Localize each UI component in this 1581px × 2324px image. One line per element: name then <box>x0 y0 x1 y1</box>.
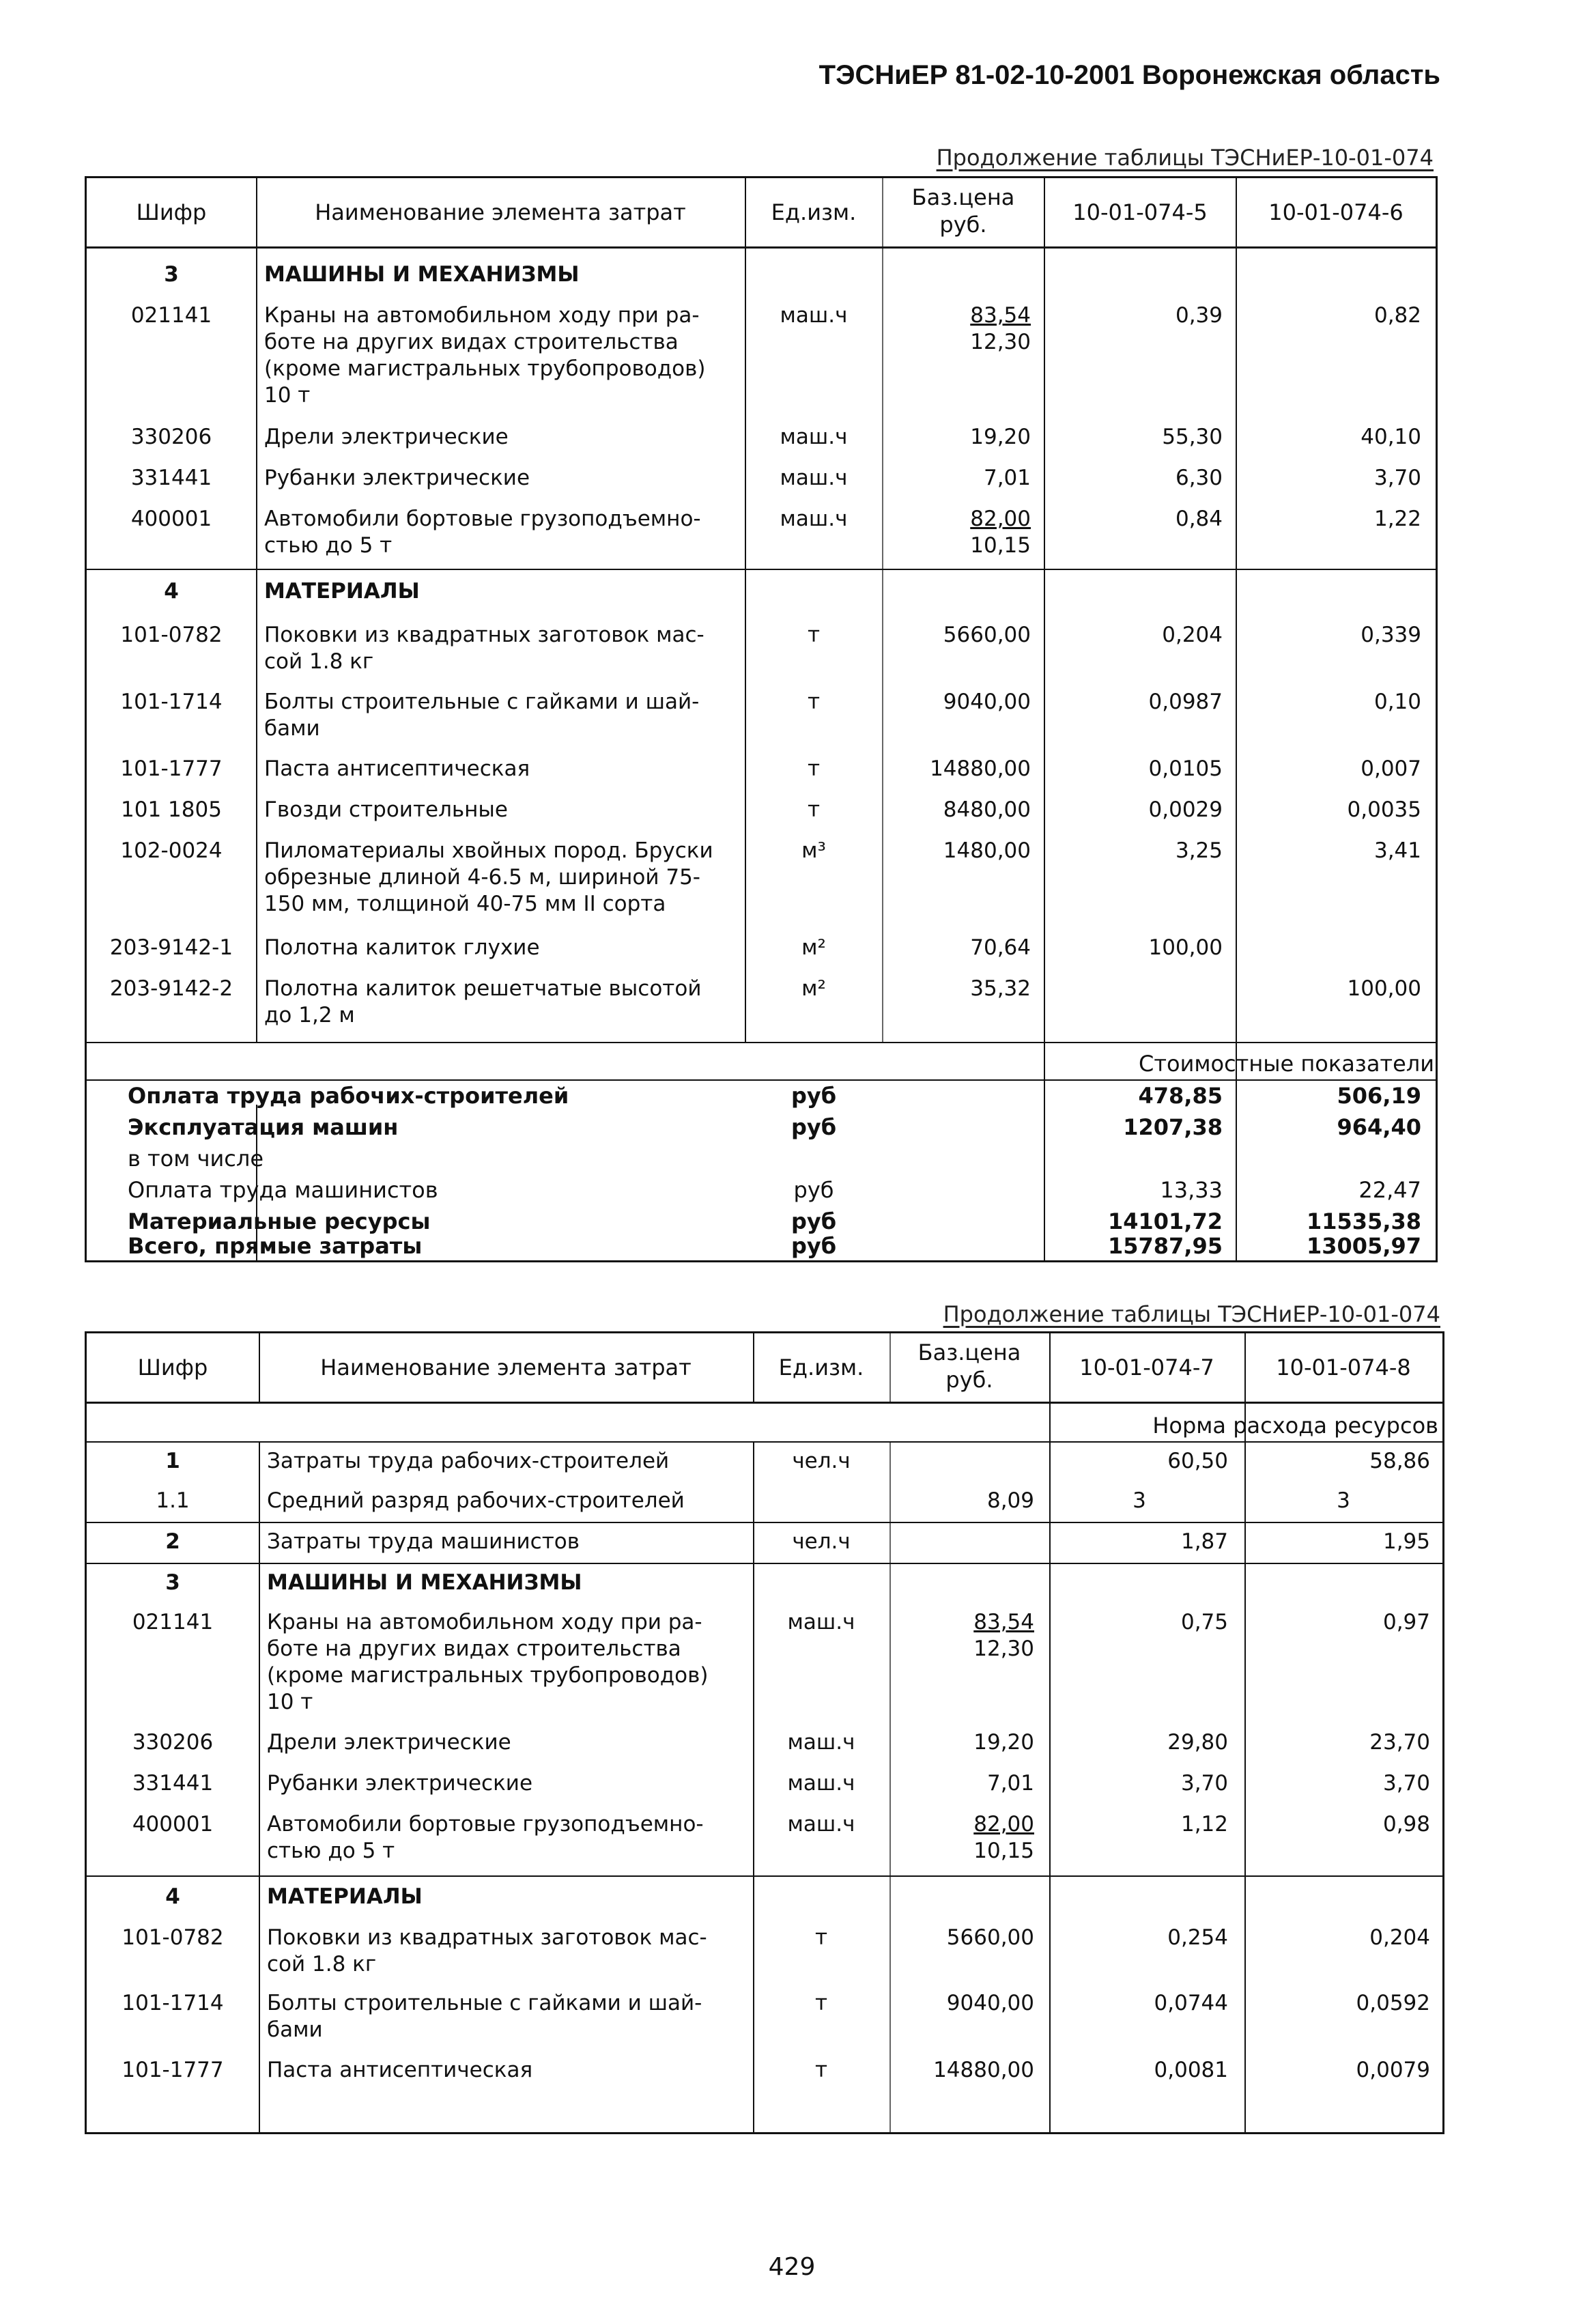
row-price-machinist: 12,30 <box>973 1636 1034 1661</box>
summary-value-b: 506,19 <box>1337 1083 1421 1109</box>
summary-value-b: 22,47 <box>1358 1177 1421 1203</box>
row-code: 330206 <box>130 425 212 449</box>
summary-label: Эксплуатация машин <box>128 1114 399 1140</box>
row-unit: маш.ч <box>780 466 848 490</box>
row-value-a: 6,30 <box>1175 466 1223 490</box>
row-value-a: 0,0081 <box>1154 2058 1228 2082</box>
col-header-name: Наименование элемента затрат <box>320 1355 692 1380</box>
row-name: Поковки из квадратных заготовок мас- <box>264 623 704 647</box>
row-code: 101-1714 <box>120 690 223 714</box>
row-unit: маш.ч <box>780 303 848 328</box>
row-price: 82,00 <box>973 1812 1034 1837</box>
row-code: 101-1777 <box>122 2058 224 2082</box>
row-price: 82,00 <box>970 507 1031 531</box>
row-value-b: 3,70 <box>1382 1771 1430 1796</box>
row-value-b: 1,95 <box>1382 1529 1430 1554</box>
row-value-b: 0,0592 <box>1356 1991 1430 2015</box>
summary-label: Всего, прямые затраты <box>128 1233 423 1259</box>
row-unit: маш.ч <box>787 1771 855 1796</box>
row-name: Полотна калиток решетчатые высотой <box>264 976 702 1001</box>
row-name: бами <box>267 2017 323 2042</box>
summary-value-b: 964,40 <box>1337 1114 1421 1140</box>
row-name: сой 1.8 кг <box>267 1952 377 1976</box>
row-unit: м³ <box>801 838 826 863</box>
row-value-b: 58,86 <box>1369 1449 1430 1473</box>
row-unit: маш.ч <box>787 1730 855 1755</box>
row-unit: т <box>814 2058 828 2082</box>
row-value-a: 60,50 <box>1167 1449 1228 1473</box>
row-name: Средний разряд рабочих-строителей <box>267 1488 685 1513</box>
row-name: 150 мм, толщиной 40-75 мм II сорта <box>264 892 666 916</box>
col-header-unit: Ед.изм. <box>771 199 857 225</box>
row-name: Поковки из квадратных заготовок мас- <box>267 1925 707 1950</box>
row-name: бами <box>264 716 320 741</box>
row-name: Болты строительные с гайками и шай- <box>264 690 700 714</box>
row-unit: т <box>807 623 821 647</box>
row-name: Гвозди строительные <box>264 797 508 822</box>
summary-value-a: 15787,95 <box>1107 1233 1223 1259</box>
row-price: 83,54 <box>973 1610 1034 1634</box>
row-name: Дрели электрические <box>267 1730 511 1755</box>
row-value-a: 100,00 <box>1148 935 1223 960</box>
cost-heading: Стоимостные показатели <box>1139 1051 1434 1077</box>
row-value-b: 0,0035 <box>1347 797 1421 822</box>
row-value-a: 0,0029 <box>1148 797 1223 822</box>
row-code: 101-0782 <box>122 1925 224 1950</box>
row-name: Болты строительные с гайками и шай- <box>267 1991 702 2015</box>
row-value-a: 0,0744 <box>1154 1991 1228 2015</box>
row-price: 8480,00 <box>943 797 1031 822</box>
row-name: Паста антисептическая <box>264 756 530 781</box>
row-code: 400001 <box>130 507 212 531</box>
section-number: 3 <box>165 1570 180 1595</box>
row-code: 2 <box>165 1529 180 1554</box>
row-value-b: 40,10 <box>1361 425 1421 449</box>
row-value-a: 3,25 <box>1175 838 1223 863</box>
row-value-b: 1,22 <box>1373 507 1421 531</box>
col-header-unit: Ед.изм. <box>778 1355 864 1380</box>
col-header-code: Шифр <box>136 199 207 225</box>
row-value-b: 3,41 <box>1373 838 1421 863</box>
row-value-a: 55,30 <box>1162 425 1223 449</box>
summary-unit: руб <box>790 1208 837 1234</box>
row-name: обрезные длиной 4-6.5 м, шириной 75- <box>264 865 700 890</box>
row-name: сой 1.8 кг <box>264 649 374 674</box>
row-unit: чел.ч <box>792 1449 851 1473</box>
norm-heading: Норма расхода ресурсов <box>1152 1413 1438 1439</box>
row-code: 101-1714 <box>122 1991 224 2015</box>
summary-unit: руб <box>790 1114 837 1140</box>
row-value-b: 0,98 <box>1382 1812 1430 1837</box>
row-value-b: 0,97 <box>1382 1610 1430 1634</box>
row-name: (кроме магистральных трубопроводов) <box>267 1663 709 1688</box>
row-code: 101 1805 <box>121 797 222 822</box>
row-price: 14880,00 <box>933 2058 1034 2082</box>
row-divider <box>87 1563 1442 1564</box>
row-value-b: 0,339 <box>1361 623 1421 647</box>
row-name: Паста антисептическая <box>267 2058 533 2082</box>
row-price: 70,64 <box>970 935 1031 960</box>
section-title: МАШИНЫ И МЕХАНИЗМЫ <box>264 262 580 287</box>
row-code: 101-0782 <box>120 623 223 647</box>
row-code: 331441 <box>132 1771 214 1796</box>
summary-label: Материальные ресурсы <box>128 1208 431 1234</box>
row-code: 331441 <box>130 466 212 490</box>
section-number: 4 <box>164 579 179 604</box>
row-unit: маш.ч <box>780 507 848 531</box>
row-value-a: 1,12 <box>1180 1812 1228 1837</box>
row-code: 203-9142-2 <box>109 976 233 1001</box>
row-price: 83,54 <box>970 303 1031 328</box>
row-price: 9040,00 <box>946 1991 1034 2015</box>
row-value-b: 3 <box>1337 1488 1350 1513</box>
col-header-code: Шифр <box>137 1355 208 1380</box>
row-name: Полотна калиток глухие <box>264 935 540 960</box>
summary-value-a: 13,33 <box>1160 1177 1223 1203</box>
row-value-a: 0,75 <box>1180 1610 1228 1634</box>
section-title: МАТЕРИАЛЫ <box>267 1884 423 1909</box>
row-value-b: 0,0079 <box>1356 2058 1430 2082</box>
row-value-b: 0,10 <box>1373 690 1421 714</box>
row-price: 9040,00 <box>943 690 1031 714</box>
row-name: до 1,2 м <box>264 1003 355 1028</box>
page-number: 429 <box>768 2253 816 2281</box>
row-value-b: 0,204 <box>1369 1925 1430 1950</box>
row-code: 021141 <box>132 1610 214 1634</box>
col-header-price-unit: руб. <box>939 212 987 238</box>
row-name: Краны на автомобильном ходу при ра- <box>267 1610 702 1634</box>
col-header-b: 10-01-074-6 <box>1268 199 1404 225</box>
summary-label: в том числе <box>128 1146 264 1172</box>
row-price: 8,09 <box>986 1488 1034 1513</box>
row-value-b: 23,70 <box>1369 1730 1430 1755</box>
row-name: боте на других видах строительства <box>267 1636 681 1661</box>
section-number: 4 <box>165 1884 180 1909</box>
row-name: Затраты труда машинистов <box>267 1529 580 1554</box>
table1 <box>85 176 1438 1262</box>
row-code: 102-0024 <box>120 838 223 863</box>
page-header-title: ТЭСНиЕР 81-02-10-2001 Воронежская область <box>818 60 1440 90</box>
row-unit: т <box>807 690 821 714</box>
row-price: 1480,00 <box>943 838 1031 863</box>
row-price-machinist: 10,15 <box>973 1839 1034 1863</box>
row-unit: маш.ч <box>787 1812 855 1837</box>
row-unit: маш.ч <box>787 1610 855 1634</box>
table1-caption: Продолжение таблицы ТЭСНиЕР-10-01-074 <box>936 145 1434 171</box>
row-value-a: 0,0105 <box>1148 756 1223 781</box>
row-divider <box>87 1522 1442 1523</box>
col-header-a: 10-01-074-7 <box>1079 1355 1214 1380</box>
row-value-a: 3 <box>1133 1488 1146 1513</box>
summary-label: Оплата труда рабочих-строителей <box>128 1083 569 1109</box>
summary-value-a: 478,85 <box>1138 1083 1223 1109</box>
section-title: МАТЕРИАЛЫ <box>264 579 420 604</box>
row-code: 021141 <box>130 303 212 328</box>
row-name: стью до 5 т <box>264 533 393 558</box>
row-price: 19,20 <box>973 1730 1034 1755</box>
norm-divider <box>87 1441 1442 1443</box>
row-name: Автомобили бортовые грузоподъемно- <box>264 507 701 531</box>
row-name: 10 т <box>267 1690 313 1714</box>
section-divider <box>87 1875 1442 1877</box>
summary-label: Оплата труда машинистов <box>128 1177 438 1203</box>
row-unit: м² <box>801 976 826 1001</box>
row-name: стью до 5 т <box>267 1839 395 1863</box>
row-name: Затраты труда рабочих-строителей <box>267 1449 670 1473</box>
col-header-price: Баз.цена <box>917 1340 1021 1365</box>
row-value-b: 100,00 <box>1347 976 1421 1001</box>
row-unit: м² <box>801 935 826 960</box>
row-price: 19,20 <box>970 425 1031 449</box>
row-name: Краны на автомобильном ходу при ра- <box>264 303 700 328</box>
section-divider <box>87 569 1436 570</box>
row-name: Дрели электрические <box>264 425 509 449</box>
row-price: 5660,00 <box>946 1925 1034 1950</box>
row-price-machinist: 12,30 <box>970 330 1031 354</box>
row-value-a: 1,87 <box>1180 1529 1228 1554</box>
summary-unit: руб <box>790 1083 837 1109</box>
row-value-a: 3,70 <box>1180 1771 1228 1796</box>
table2-caption: Продолжение таблицы ТЭСНиЕР-10-01-074 <box>943 1301 1440 1327</box>
col-header-b: 10-01-074-8 <box>1276 1355 1411 1380</box>
row-unit: маш.ч <box>780 425 848 449</box>
section-title: МАШИНЫ И МЕХАНИЗМЫ <box>267 1570 582 1595</box>
row-name: Пиломатериалы хвойных пород. Бруски <box>264 838 713 863</box>
row-name: Автомобили бортовые грузоподъемно- <box>267 1812 704 1837</box>
col-header-name: Наименование элемента затрат <box>315 199 686 225</box>
row-name: (кроме магистральных трубопроводов) <box>264 356 706 381</box>
row-unit: т <box>814 1925 828 1950</box>
row-unit: т <box>814 1991 828 2015</box>
table2 <box>85 1331 1444 2134</box>
section-number: 3 <box>164 262 179 287</box>
row-name: Рубанки электрические <box>264 466 530 490</box>
row-value-a: 0,254 <box>1167 1925 1228 1950</box>
summary-unit: руб <box>793 1177 834 1203</box>
row-code: 400001 <box>132 1812 214 1837</box>
summary-unit: руб <box>790 1233 837 1259</box>
row-price: 5660,00 <box>943 623 1031 647</box>
row-value-a: 0,84 <box>1175 507 1223 531</box>
row-price: 35,32 <box>970 976 1031 1001</box>
row-unit: т <box>807 797 821 822</box>
row-value-a: 0,39 <box>1175 303 1223 328</box>
summary-value-b: 13005,97 <box>1306 1233 1421 1259</box>
col-header-price-unit: руб. <box>945 1367 993 1393</box>
row-name: Рубанки электрические <box>267 1771 533 1796</box>
row-unit: т <box>807 756 821 781</box>
row-code: 101-1777 <box>120 756 223 781</box>
row-code: 1 <box>165 1449 180 1473</box>
row-value-a: 0,204 <box>1162 623 1223 647</box>
summary-value-a: 14101,72 <box>1107 1208 1223 1234</box>
row-value-b: 3,70 <box>1373 466 1421 490</box>
col-header-price: Баз.цена <box>911 184 1015 210</box>
row-price: 7,01 <box>986 1771 1034 1796</box>
row-value-b: 0,007 <box>1361 756 1421 781</box>
summary-value-b: 11535,38 <box>1306 1208 1421 1234</box>
row-price-machinist: 10,15 <box>970 533 1031 558</box>
row-unit: чел.ч <box>792 1529 851 1554</box>
row-price: 7,01 <box>983 466 1031 490</box>
row-code: 1.1 <box>156 1488 190 1513</box>
row-value-a: 29,80 <box>1167 1730 1228 1755</box>
summary-value-a: 1207,38 <box>1123 1114 1223 1140</box>
row-name: боте на других видах строительства <box>264 330 679 354</box>
row-value-a: 0,0987 <box>1148 690 1223 714</box>
row-value-b: 0,82 <box>1373 303 1421 328</box>
col-header-a: 10-01-074-5 <box>1072 199 1208 225</box>
row-name: 10 т <box>264 383 311 408</box>
row-price: 14880,00 <box>930 756 1031 781</box>
row-code: 203-9142-1 <box>109 935 233 960</box>
row-code: 330206 <box>132 1730 214 1755</box>
